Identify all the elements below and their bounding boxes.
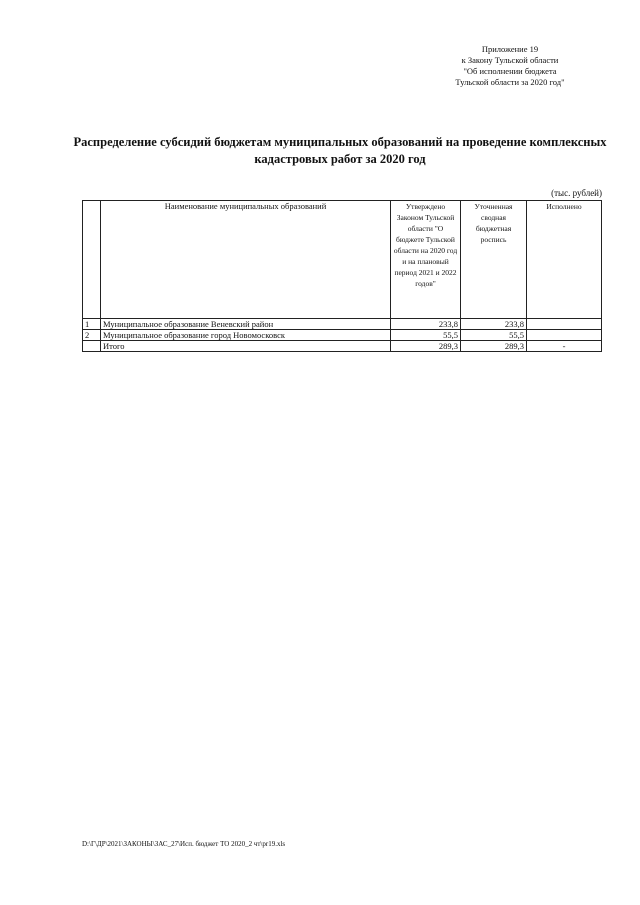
row-num: 1	[83, 319, 101, 330]
subsidy-table	[82, 200, 602, 352]
row-name: Муниципальное образование Веневский район	[101, 319, 391, 330]
row-approved: 233,8	[391, 319, 461, 330]
row-approved: 55,5	[391, 330, 461, 341]
total-num	[83, 341, 101, 352]
title-line-1: Распределение субсидий бюджетам муниципальных образований на проведение комплексных	[73, 135, 607, 149]
row-executed	[527, 330, 602, 341]
total-approved: 289,3	[391, 341, 461, 352]
row-refined: 55,5	[461, 330, 527, 341]
table-total-row	[83, 341, 602, 352]
row-num: 2	[83, 330, 101, 341]
row-executed	[527, 319, 602, 330]
table-header-row	[83, 201, 602, 319]
table-row	[83, 330, 602, 341]
total-refined: 289,3	[461, 341, 527, 352]
header-refined: Уточненная сводная бюджетная роспись	[461, 201, 527, 319]
appendix-line-4: Тульской области за 2020 год"	[455, 77, 565, 87]
header-num	[83, 201, 101, 319]
appendix-line-2: к Закону Тульской области	[461, 55, 559, 65]
table-row	[83, 319, 602, 330]
document-title	[60, 134, 620, 168]
row-name: Муниципальное образование город Новомосковск	[101, 330, 391, 341]
appendix-header	[400, 44, 620, 88]
appendix-line-3: "Об исполнении бюджета	[463, 66, 557, 76]
header-executed: Исполнено	[527, 201, 602, 319]
header-name: Наименование муниципальных образований	[101, 201, 391, 319]
row-refined: 233,8	[461, 319, 527, 330]
title-line-2: кадастровых работ за 2020 год	[254, 152, 426, 166]
file-path-footer: D:\Г\ДР\2021\ЗАКОНЫ\ЗАС_27\Исп. бюджет ТО 2020_2 чт\pr19.xls	[82, 840, 286, 848]
total-executed: -	[527, 341, 602, 352]
header-approved: Утверждено Законом Тульской области "О бюджете Тульской области на 2020 год и на плановый период 2021 и 2022 годов"	[391, 201, 461, 319]
total-name: Итого	[101, 341, 391, 352]
units-label: (тыс. рублей)	[551, 188, 602, 198]
appendix-line-1: Приложение 19	[481, 44, 539, 54]
